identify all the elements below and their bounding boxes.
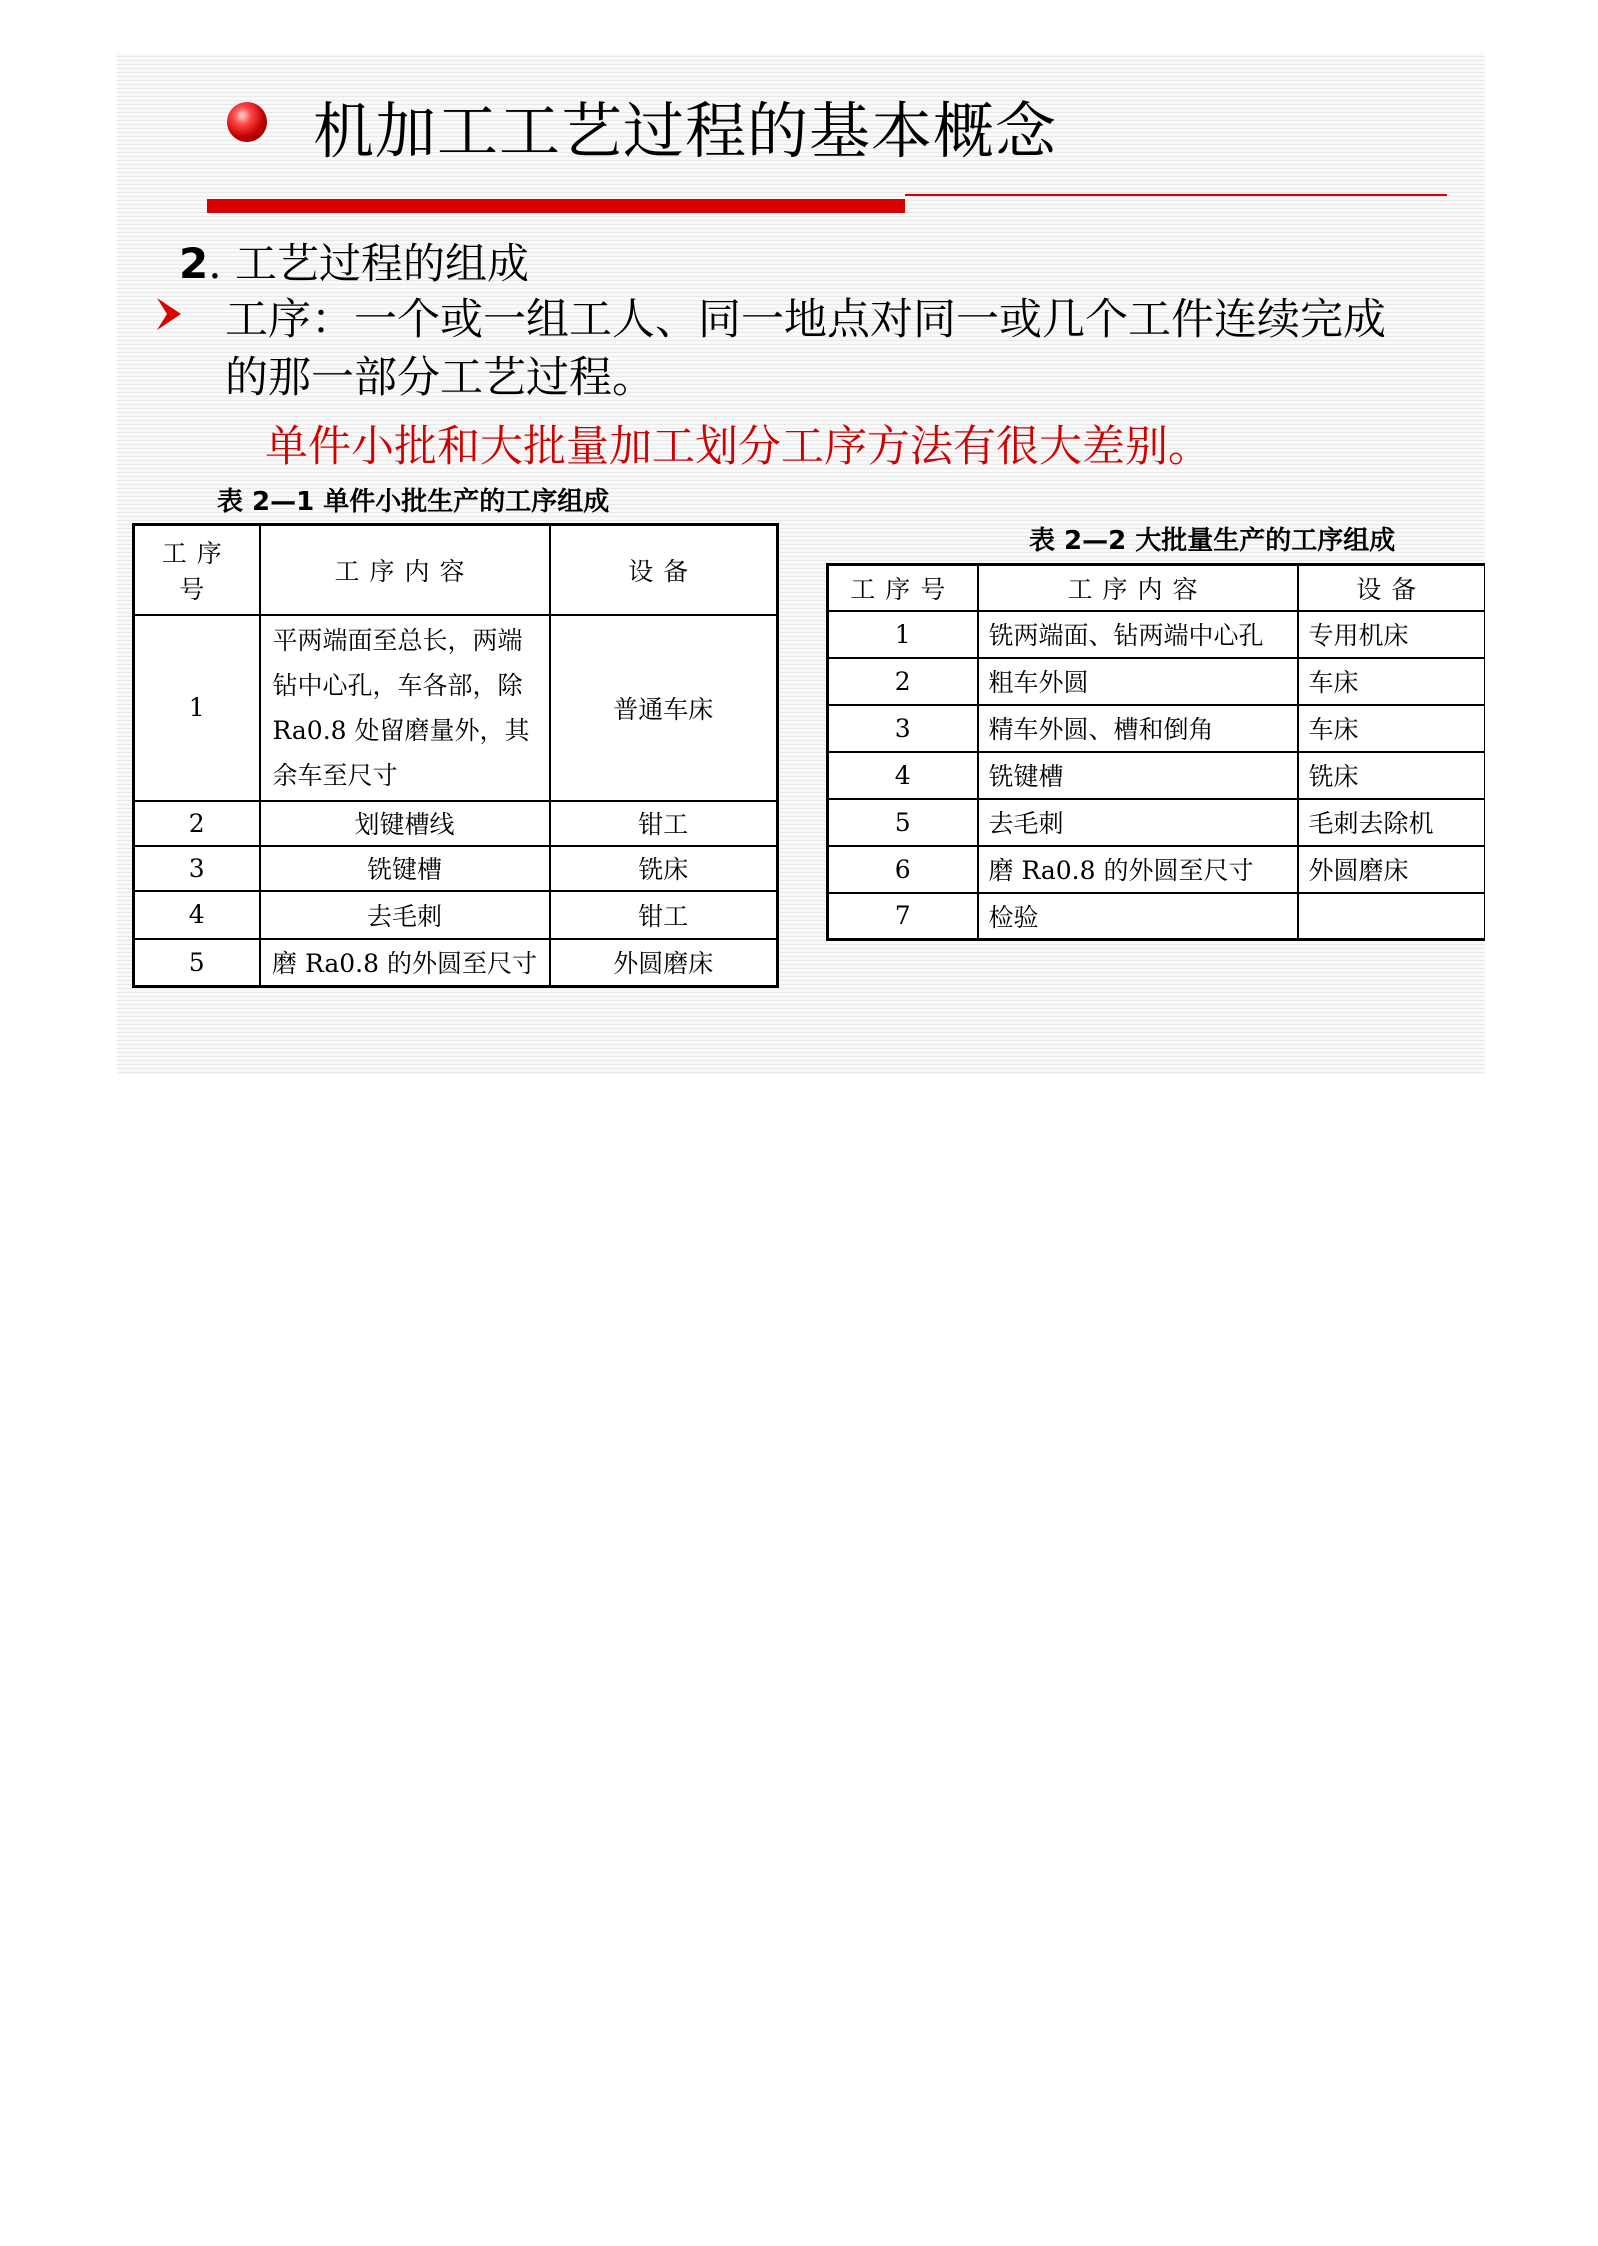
table2-cell-equipment: 外圆磨床: [1298, 846, 1486, 893]
table1-cell-equipment: 外圆磨床: [550, 939, 778, 987]
table2-header-equipment: 设备: [1298, 565, 1486, 611]
table2: [826, 563, 1485, 941]
table1: [132, 523, 779, 988]
title-underline-thin: [905, 194, 1447, 196]
table2-cell-equipment: 毛刺去除机: [1298, 799, 1486, 846]
table2-cell-equipment: 车床: [1298, 705, 1486, 752]
table-row: [134, 801, 778, 846]
table2-cell-no: 5: [828, 799, 978, 846]
table1-header-row: [134, 525, 778, 615]
table1-cell-no: 1: [134, 615, 260, 801]
title-bullet-icon: [227, 102, 267, 142]
table-row: [828, 658, 1486, 705]
table2-cell-equipment: [1298, 893, 1486, 940]
table1-cell-no: 2: [134, 801, 260, 846]
table-row: [828, 752, 1486, 799]
table1-cell-content: 去毛刺: [260, 891, 550, 939]
table2-cell-equipment: 铣床: [1298, 752, 1486, 799]
table2-cell-equipment: 车床: [1298, 658, 1486, 705]
table2-cell-content: 精车外圆、槽和倒角: [978, 705, 1298, 752]
arrow-bullet-icon: [155, 296, 183, 332]
table2-cell-no: 7: [828, 893, 978, 940]
highlight-note: 单件小批和大批量加工划分工序方法有很大差别。: [265, 422, 1211, 472]
table2-cell-no: 2: [828, 658, 978, 705]
table1-header-content: 工序内容: [260, 525, 550, 615]
table1-cell-no: 5: [134, 939, 260, 987]
table2-cell-no: 4: [828, 752, 978, 799]
slide: [117, 53, 1485, 1075]
section-number: 2: [179, 239, 209, 288]
table1-cell-content: 磨 Ra0.8 的外圆至尺寸: [260, 939, 550, 987]
table2-cell-content: 铣键槽: [978, 752, 1298, 799]
table-row: [134, 891, 778, 939]
table1-header-equipment: 设备: [550, 525, 778, 615]
slide-title: 机加工工艺过程的基本概念: [313, 96, 1058, 167]
table1-caption: 表 2—1 单件小批生产的工序组成: [217, 487, 610, 517]
table2-cell-no: 3: [828, 705, 978, 752]
table2-header-content: 工序内容: [978, 565, 1298, 611]
section-heading: [179, 231, 529, 291]
table2-cell-no: 1: [828, 611, 978, 658]
table2-cell-content: 铣两端面、钻两端中心孔: [978, 611, 1298, 658]
table1-cell-equipment: 钳工: [550, 891, 778, 939]
table1-cell-content: 划键槽线: [260, 801, 550, 846]
table1-cell-equipment: 普通车床: [550, 615, 778, 801]
table2-header-no: 工序号: [828, 565, 978, 611]
table2-cell-content: 磨 Ra0.8 的外圆至尺寸: [978, 846, 1298, 893]
table-row: [134, 846, 778, 891]
table1-cell-content: 铣键槽: [260, 846, 550, 891]
table-row: [828, 846, 1486, 893]
table2-cell-content: 粗车外圆: [978, 658, 1298, 705]
table-row: [828, 705, 1486, 752]
table2-cell-content: 去毛刺: [978, 799, 1298, 846]
table1-header-no: 工序号: [134, 525, 260, 615]
section-title: 工艺过程的组成: [234, 239, 529, 288]
table2-cell-no: 6: [828, 846, 978, 893]
table2-cell-equipment: 专用机床: [1298, 611, 1486, 658]
title-underline-thick: [207, 199, 905, 213]
table2-header-row: [828, 565, 1486, 611]
table-row: [828, 799, 1486, 846]
table1-cell-equipment: 钳工: [550, 801, 778, 846]
table-row: [134, 939, 778, 987]
table2-caption: 表 2—2 大批量生产的工序组成: [1029, 526, 1396, 556]
definition-paragraph: 工序：一个或一组工人、同一地点对同一或几个工件连续完成的那一部分工艺过程。: [225, 295, 1386, 403]
table-row: [828, 611, 1486, 658]
section-separator: .: [208, 239, 222, 288]
table1-cell-no: 4: [134, 891, 260, 939]
table-row: [828, 893, 1486, 940]
table1-cell-no: 3: [134, 846, 260, 891]
table2-cell-content: 检验: [978, 893, 1298, 940]
table1-cell-equipment: 铣床: [550, 846, 778, 891]
table-row: [134, 615, 778, 801]
table1-cell-content: 平两端面至总长，两端钻中心孔，车各部，除Ra0.8 处留磨量外，其余车至尺寸: [260, 615, 550, 801]
